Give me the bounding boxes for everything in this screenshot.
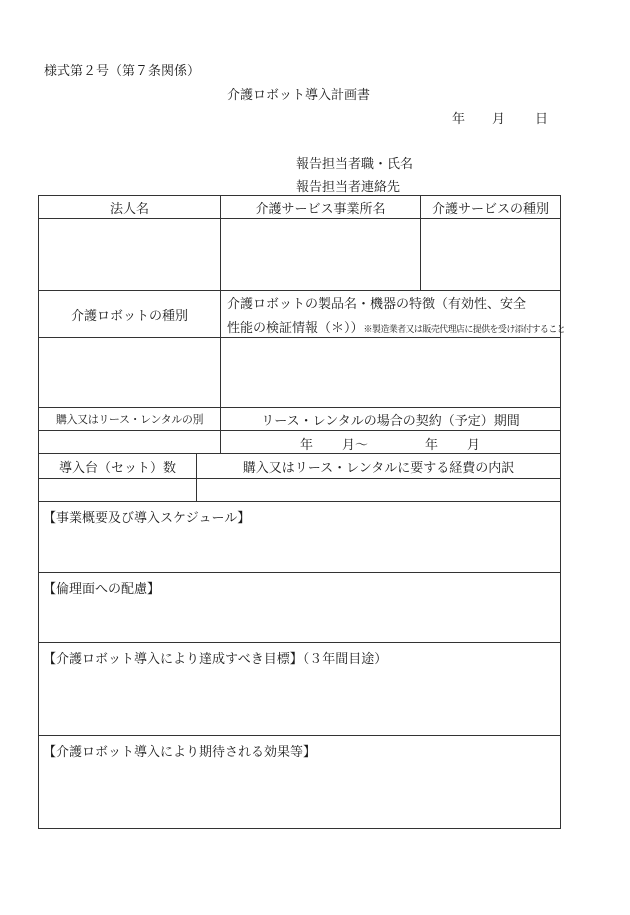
purchase-or-lease-field[interactable] <box>39 431 220 453</box>
cost-breakdown-header: 購入又はリース・レンタルに要する経費の内訳 <box>242 460 515 476</box>
period-start-year: 年 <box>300 438 314 453</box>
robot-type-field[interactable] <box>39 338 220 407</box>
effect-heading: 【介護ロボット導入により期待される効果等】 <box>43 745 317 760</box>
product-info-header-main: 性能の検証情報（＊）） <box>227 321 364 336</box>
units-field[interactable] <box>39 479 196 501</box>
period-end-month: 月 <box>467 438 481 453</box>
reporter-name-label: 報告担当者職・氏名 <box>296 157 414 172</box>
goal-heading-note: （３年間目途） <box>302 652 388 667</box>
overview-section[interactable] <box>39 502 560 572</box>
goal-heading <box>43 648 387 667</box>
robot-type-header: 介護ロボットの種別 <box>70 308 188 324</box>
purchase-or-lease-header: 購入又はリース・レンタルの別 <box>55 413 204 426</box>
corp-name-field[interactable] <box>39 219 220 290</box>
office-name-field[interactable] <box>221 219 420 290</box>
ethics-section[interactable] <box>39 573 560 642</box>
lease-period-header: リース・レンタルの場合の契約（予定）期間 <box>261 413 520 429</box>
form-number: 様式第２号（第７条関係） <box>44 64 201 79</box>
page-title: 介護ロボット導入計画書 <box>227 88 371 103</box>
units-header: 導入台（セット）数 <box>58 460 176 476</box>
period-start-month: 月～ <box>342 438 369 453</box>
lease-period-field[interactable] <box>221 431 560 453</box>
product-info-header-line2 <box>227 317 565 336</box>
goal-section[interactable] <box>39 643 560 735</box>
product-info-field[interactable] <box>221 338 560 407</box>
corp-name-header: 法人名 <box>109 201 149 217</box>
product-info-header-line1: 介護ロボットの製品名・機器の特徴（有効性、安全 <box>227 297 527 312</box>
overview-heading: 【事業概要及び導入スケジュール】 <box>43 511 251 526</box>
effect-section[interactable] <box>39 736 560 828</box>
service-type-field[interactable] <box>421 219 560 290</box>
date-month-label: 月 <box>492 112 506 127</box>
service-type-header: 介護サービスの種別 <box>431 201 549 217</box>
period-end-year: 年 <box>425 438 439 453</box>
date-day-label: 日 <box>535 112 549 127</box>
reporter-contact-label: 報告担当者連絡先 <box>296 180 401 195</box>
ethics-heading: 【倫理面への配慮】 <box>43 582 161 597</box>
product-info-note: ※製造業者又は販売代理店に提供を受け添付すること <box>363 325 566 335</box>
goal-heading-main: 【介護ロボット導入により達成すべき目標】 <box>43 652 303 667</box>
cost-breakdown-field[interactable] <box>197 479 560 501</box>
date-year-label: 年 <box>452 112 466 127</box>
office-name-header: 介護サービス事業所名 <box>255 201 386 217</box>
